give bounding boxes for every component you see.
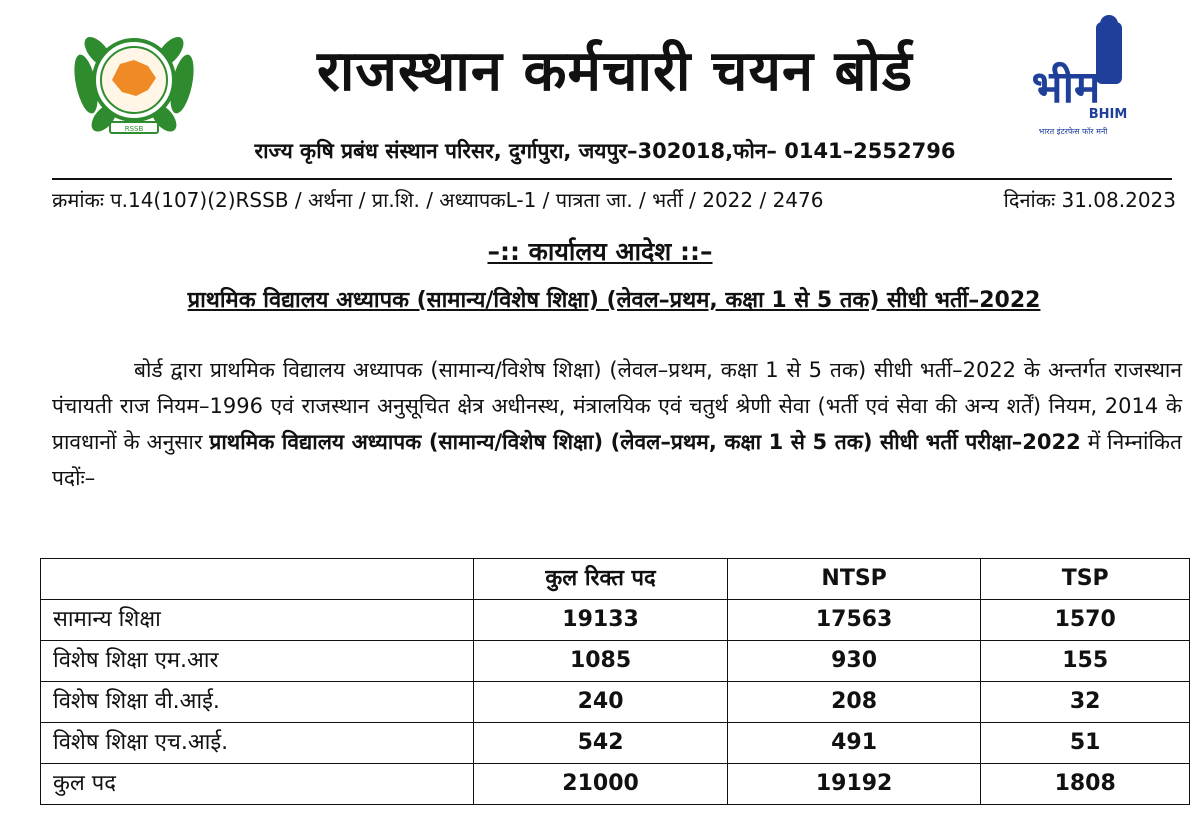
cell-total: 21000	[474, 764, 728, 805]
header-blank	[41, 559, 474, 600]
row-label: विशेष शिक्षा वी.आई.	[41, 682, 474, 723]
header-divider	[52, 178, 1172, 180]
cell-ntsp: 17563	[727, 600, 981, 641]
cell-ntsp: 208	[727, 682, 981, 723]
order-subject: प्राथमिक विद्यालय अध्यापक (सामान्य/विशेष शिक्षा) (लेवल–प्रथम, कक्षा 1 से 5 तक) सीधी भर्ती–2022	[187, 288, 1041, 313]
cell-ntsp: 491	[727, 723, 981, 764]
paragraph-bold: प्राथमिक विद्यालय अध्यापक (सामान्य/विशेष शिक्षा) (लेवल–प्रथम, कक्षा 1 से 5 तक) सीधी भर्ती परीक्षा–2022	[209, 430, 1081, 454]
logo-subtext: BHIM	[1088, 107, 1128, 122]
table-row	[41, 723, 1190, 764]
cell-total: 19133	[474, 600, 728, 641]
header-total-vacancies: कुल रिक्त पद	[474, 559, 728, 600]
table-row	[41, 600, 1190, 641]
table-row	[41, 641, 1190, 682]
logo-caption: भारत इंटरफेस फॉर मनी	[1038, 127, 1108, 136]
emblem-text: RSSB	[124, 125, 144, 133]
office-order-title-text: –:: कार्यालय आदेश ::–	[487, 237, 713, 266]
cell-total: 542	[474, 723, 728, 764]
organization-address: राज्य कृषि प्रबंध संस्थान परिसर, दुर्गापुरा, जयपुर–302018,फोन– 0141–2552796	[254, 139, 956, 163]
office-order-title	[0, 234, 1200, 269]
row-label: विशेष शिक्षा एच.आई.	[41, 723, 474, 764]
cell-total: 1085	[474, 641, 728, 682]
paragraph-part1: बोर्ड द्वारा प्राथमिक विद्यालय अध्यापक (सामान्य/विशेष शिक्षा) (लेवल–प्रथम, कक्षा 1 से 5 तक) सीधी भर्ती–2022 के अन्तर्गत राजस्थान पंचायती राज नियम–1996 एवं राजस्थान अनुसूचित क्षेत्र अधीनस्थ, मंत्रालयिक एवं चतुर्थ श्रेणी सेवा (भर्ती एवं सेवा की अन्य शर्तें) नियम, 2014 के प्रावधानों के अनुसार	[52, 358, 1182, 454]
posts-table	[40, 558, 1190, 805]
reference-number: क्रमांकः प.14(107)(2)RSSB / अर्थना / प्रा.शि. / अध्यापकL-1 / पात्रता जा. / भर्ती / 2022 / 2476	[52, 188, 824, 212]
table-row	[41, 682, 1190, 723]
cell-tsp: 1570	[981, 600, 1190, 641]
cell-tsp: 51	[981, 723, 1190, 764]
logo-text: भीम	[1031, 62, 1101, 113]
row-label: सामान्य शिक्षा	[41, 600, 474, 641]
cell-tsp: 32	[981, 682, 1190, 723]
paragraph-part2: में निम्नांकित पदोंः–	[52, 430, 1182, 490]
cell-ntsp: 19192	[727, 764, 981, 805]
table-header-row	[41, 559, 1190, 600]
reference-line	[52, 186, 1176, 214]
table-row-total	[41, 764, 1190, 805]
rssb-emblem-logo	[64, 22, 204, 140]
row-label: कुल पद	[41, 764, 474, 805]
header-tsp: TSP	[981, 559, 1190, 600]
cell-ntsp: 930	[727, 641, 981, 682]
cell-tsp: 1808	[981, 764, 1190, 805]
order-paragraph	[52, 352, 1182, 496]
reference-date: दिनांकः 31.08.2023	[1003, 188, 1176, 212]
cell-tsp: 155	[981, 641, 1190, 682]
bhim-logo	[1008, 14, 1138, 142]
cell-total: 240	[474, 682, 728, 723]
header-ntsp: NTSP	[727, 559, 981, 600]
row-label: विशेष शिक्षा एम.आर	[41, 641, 474, 682]
organization-name: राजस्थान कर्मचारी चयन बोर्ड	[316, 39, 913, 104]
